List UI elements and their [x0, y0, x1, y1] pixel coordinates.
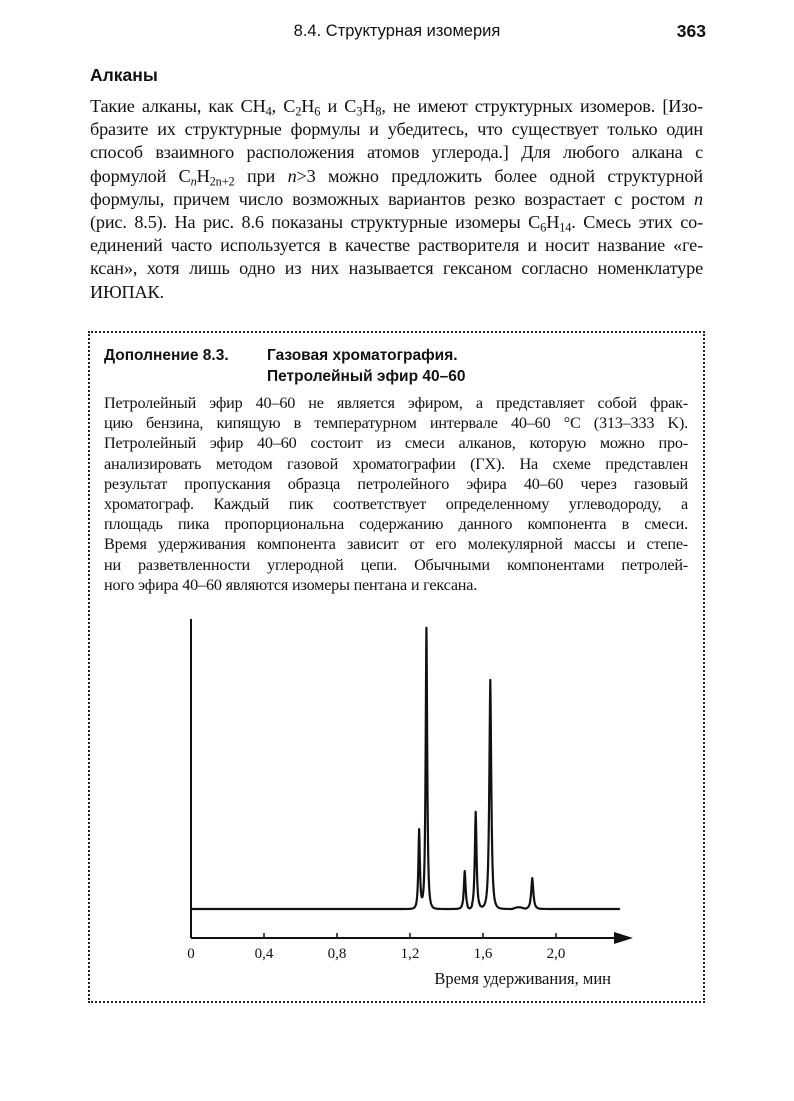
supplement-box: [88, 331, 705, 1003]
x-tick-label: 1,6: [473, 946, 493, 962]
paragraph-line: формулой $C_nH_{2n+2}$ при n>3 можно предложить более одной структурной: [90, 165, 703, 189]
box-line: площадь пика пропорциональна содержанию данного компонента в смеси.: [104, 515, 688, 534]
section-paragraph: [90, 95, 703, 304]
box-title: [104, 345, 465, 387]
box-label: Дополнение 8.3.: [104, 347, 229, 364]
box-line: ного эфира 40–60 являются изомеры пентана и гексана.: [104, 575, 478, 594]
box-line: Петролейный эфир 40–60 состоит из смеси алканов, которую можно про-: [104, 434, 688, 453]
box-line: цию бензина, кипящую в температурном интервале 40–60 °С (313–333 K).: [104, 414, 688, 433]
box-line: результат пропускания образца петролейного эфира 40–60 через газовый: [104, 474, 688, 493]
box-line: ни разветвленности углеродной цепи. Обычными компонентами петролей-: [104, 555, 688, 574]
running-title: 8.4. Структурная изомерия: [293, 22, 501, 40]
x-tick-label: 2,0: [546, 946, 566, 962]
paragraph-line: Такие алканы, как $CH_4$, $C_2H_6$ и $C_3H_8$, не имеют структурных изомеров. [Изо-: [90, 96, 704, 119]
paragraph-line: единений часто используется в качестве растворителя и носит название «ге-: [90, 235, 703, 256]
paragraph-line: способ взаимного расположения атомов углерода.] Для любого алкана с: [90, 142, 703, 163]
box-line: анализировать методом газовой хроматографии (ГХ). На схеме представлен: [104, 454, 688, 473]
x-axis-label: Время удерживания, мин: [434, 969, 611, 988]
x-tick-label: 1,2: [400, 946, 420, 962]
paragraph-line: формулы, причем число возможных вариантов резко возрастает с ростом n: [90, 188, 703, 209]
box-line: Время удерживания компонента зависит от его молекулярной массы и степе-: [104, 535, 688, 554]
page-number: 363: [676, 21, 706, 41]
box-line: Петролейный эфир 40–60 не является эфиром, а представляет собой фрак-: [104, 394, 688, 412]
running-header: [88, 20, 706, 44]
box-title-line1: Газовая хроматография.: [267, 347, 458, 364]
paragraph-line: (рис. 8.5). На рис. 8.6 показаны структурные изомеры $C_6H_{14}$. Смесь этих со-: [90, 212, 704, 235]
section-heading: Алканы: [90, 65, 158, 85]
box-title-line2: Петролейный эфир 40–60: [267, 368, 466, 385]
x-tick-label: 0,8: [327, 946, 347, 962]
paragraph-line: бразите их структурные формулы и убедитесь, что существует только один: [90, 119, 703, 140]
paragraph-line: ксан», хотя лишь одно из них называется гексаном согласно номенклатуре: [90, 258, 703, 279]
x-tick-label: 0: [187, 946, 195, 962]
box-line: хроматограф. Каждый пик соответствует определенному углеводороду, а: [104, 495, 688, 514]
x-tick-label: 0,4: [254, 946, 274, 962]
box-paragraph: [104, 393, 688, 595]
paragraph-line: ИЮПАК.: [90, 281, 164, 302]
